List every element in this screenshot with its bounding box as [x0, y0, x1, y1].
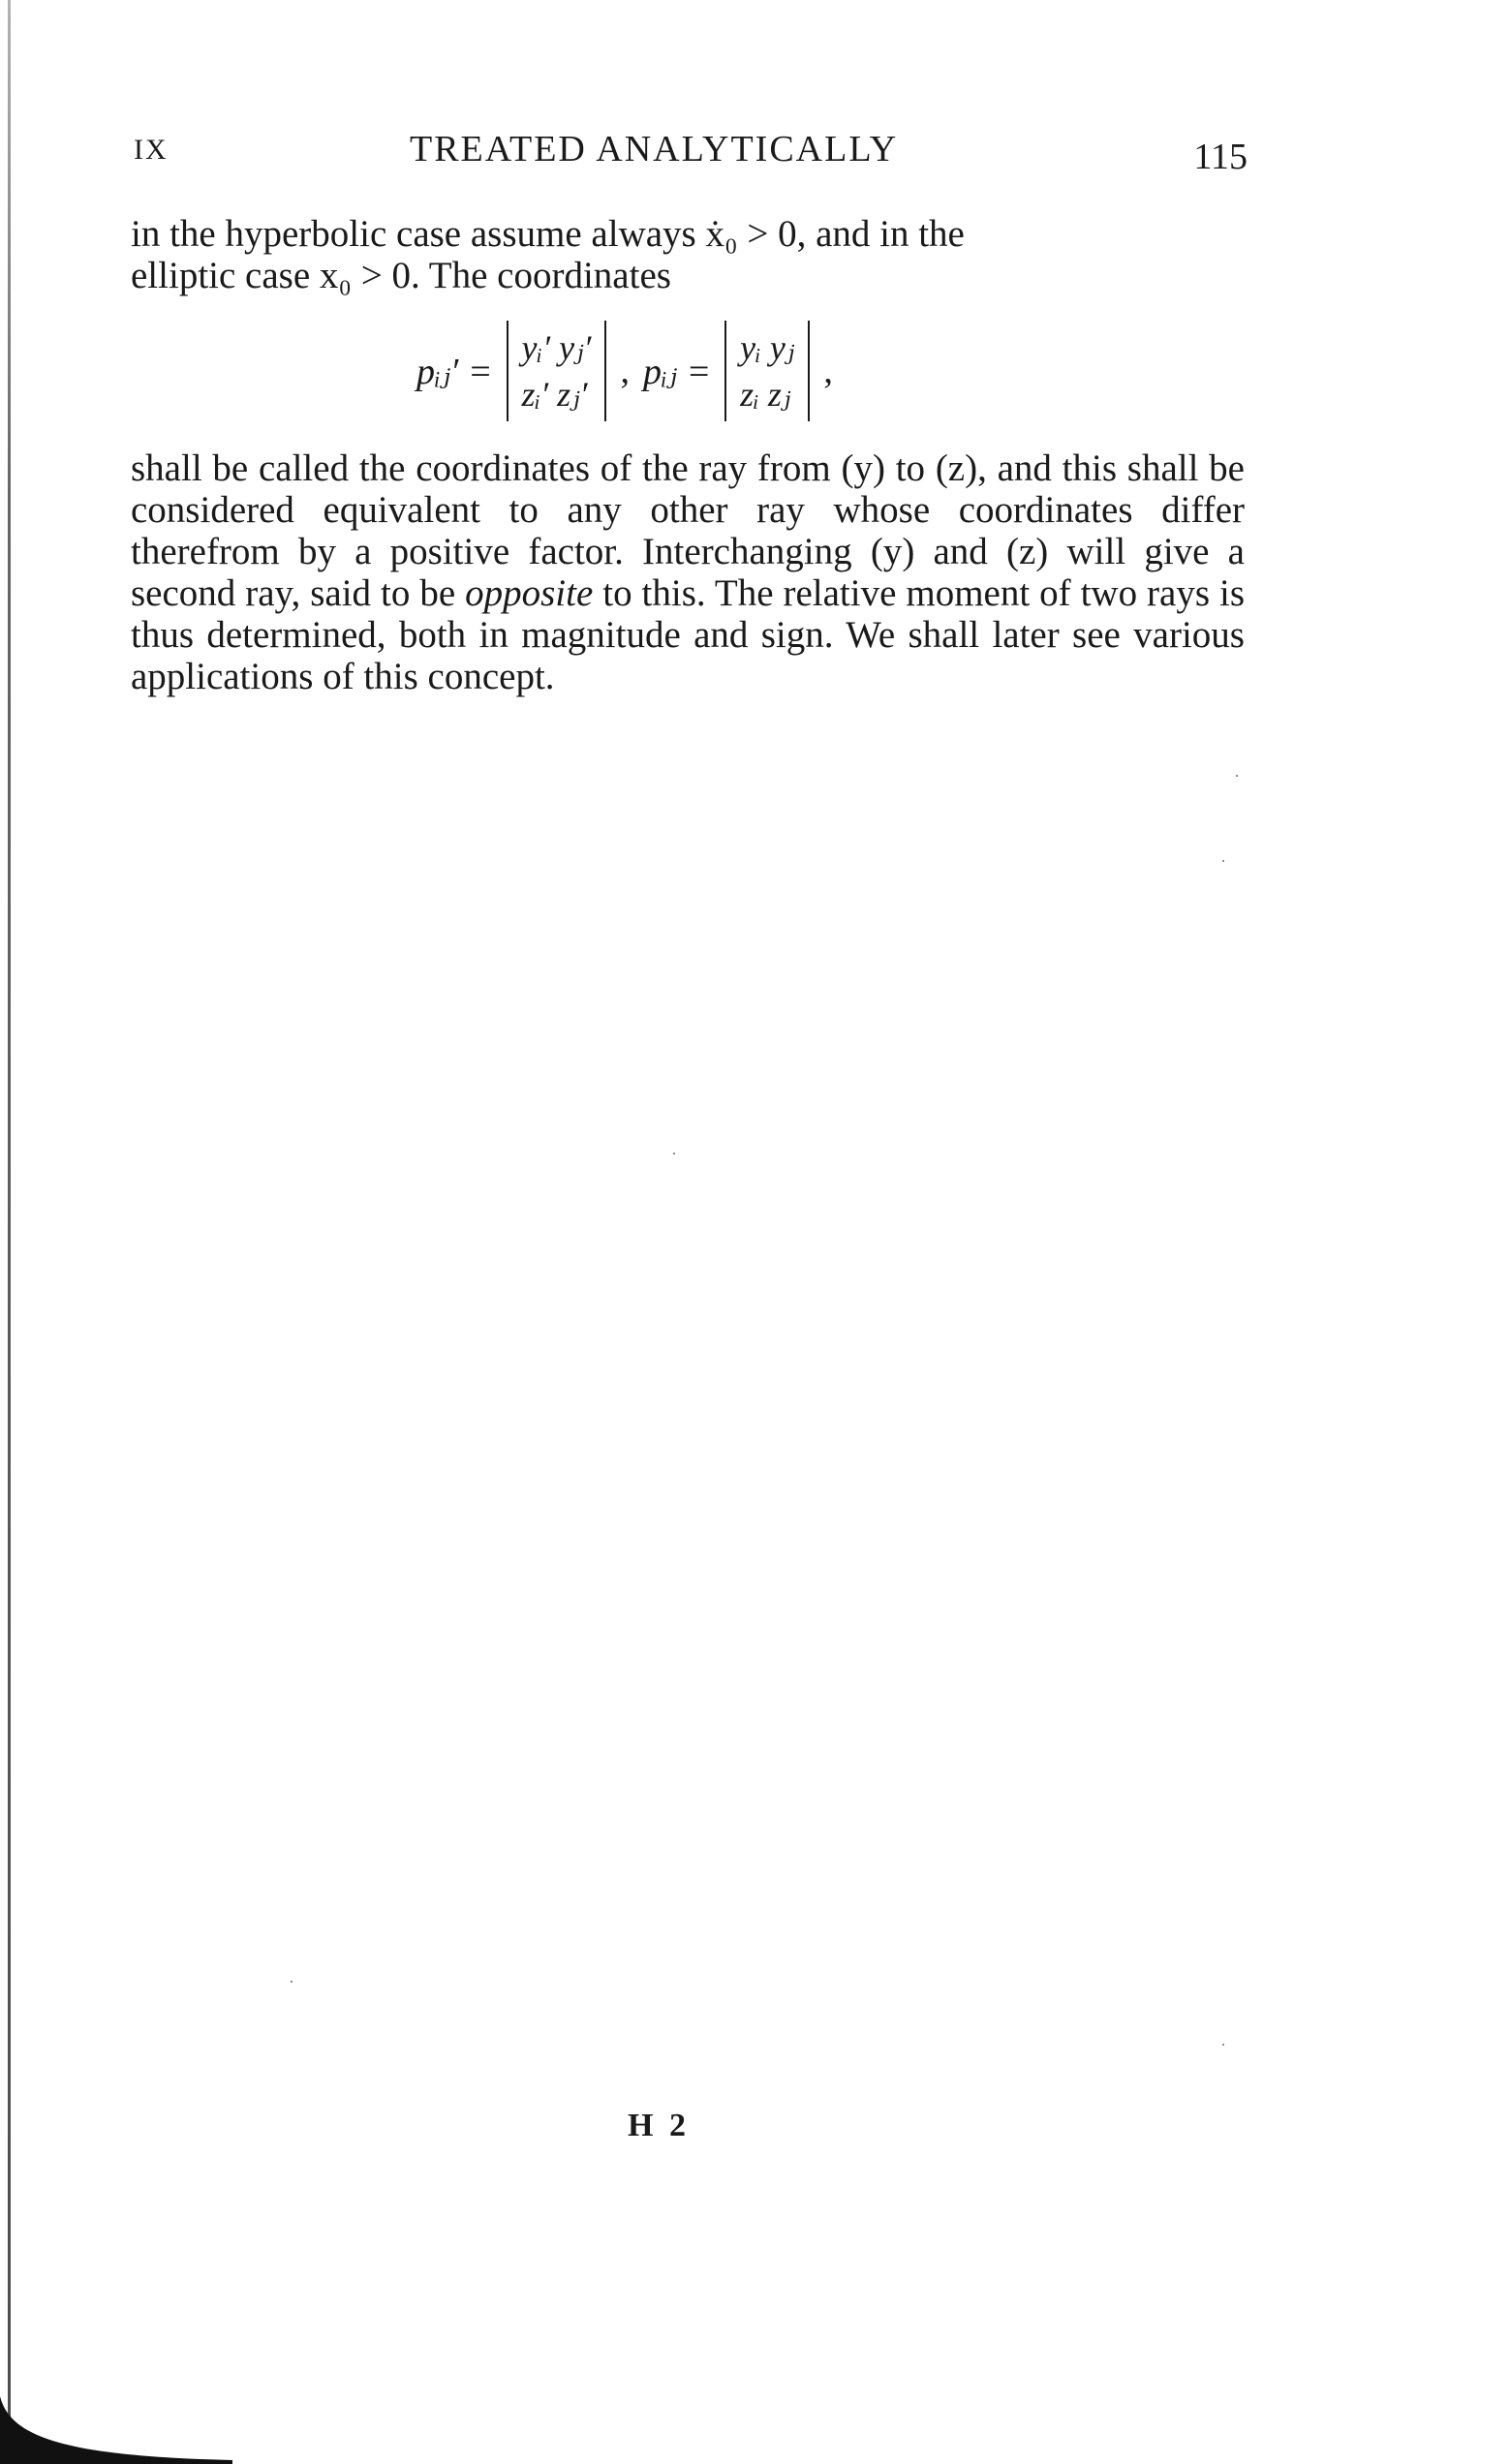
formula-trailing-comma: , [823, 351, 833, 391]
scan-speck [1222, 860, 1224, 862]
determinant-primed [507, 321, 607, 421]
formula-lhs-primed: pᵢⱼ′ = [416, 351, 493, 392]
page-binding-edge [8, 0, 11, 2464]
determinant-primed-row-1: yᵢ′ yⱼ′ [521, 328, 592, 367]
page-binding-curve [0, 2396, 232, 2464]
determinant-row-2: zᵢ zⱼ [740, 375, 791, 414]
paragraph-text-before-italic: shall be called the coordinates of the ray from (y) to (z), and this shall be considered equivalent to any other ray whose coordinates differ therefrom by a positive factor. Interchanging (y) and (z) will give a second ray, said to be [131, 447, 1245, 614]
paragraph-text-after-italic: to this. The relative moment of two rays is thus determined, both in magnitude and sign. We shall later see various applications of this concept. [131, 572, 1246, 697]
scan-speck [1236, 775, 1238, 777]
italic-term-opposite: opposite [465, 572, 594, 614]
scan-speck [673, 1153, 675, 1155]
paragraph-intro-line-2: elliptic case x₀ > 0. The coordinates [131, 255, 671, 296]
determinant-primed-row-2: zᵢ′ zⱼ′ [521, 375, 588, 414]
formula-separator: , [620, 351, 630, 391]
scan-speck [1222, 2044, 1224, 2046]
determinant-row-1: yᵢ yⱼ [740, 328, 795, 367]
determinant [724, 321, 810, 421]
page-number: 115 [1193, 137, 1248, 177]
running-title: TREATED ANALYTICALLY [410, 129, 899, 169]
ray-coordinates-formula [416, 318, 833, 424]
paragraph-intro-line-1: in the hyperbolic case assume always ẋ₀ > 0, and in the [131, 213, 965, 255]
formula-lhs: pᵢⱼ = [642, 351, 712, 392]
paragraph-ray-definition [131, 447, 1245, 697]
paragraph-intro [131, 213, 1245, 296]
chapter-number: IX [134, 134, 169, 166]
scan-speck [291, 1981, 293, 1983]
signature-mark: H 2 [628, 2108, 690, 2143]
running-header [134, 128, 1248, 177]
